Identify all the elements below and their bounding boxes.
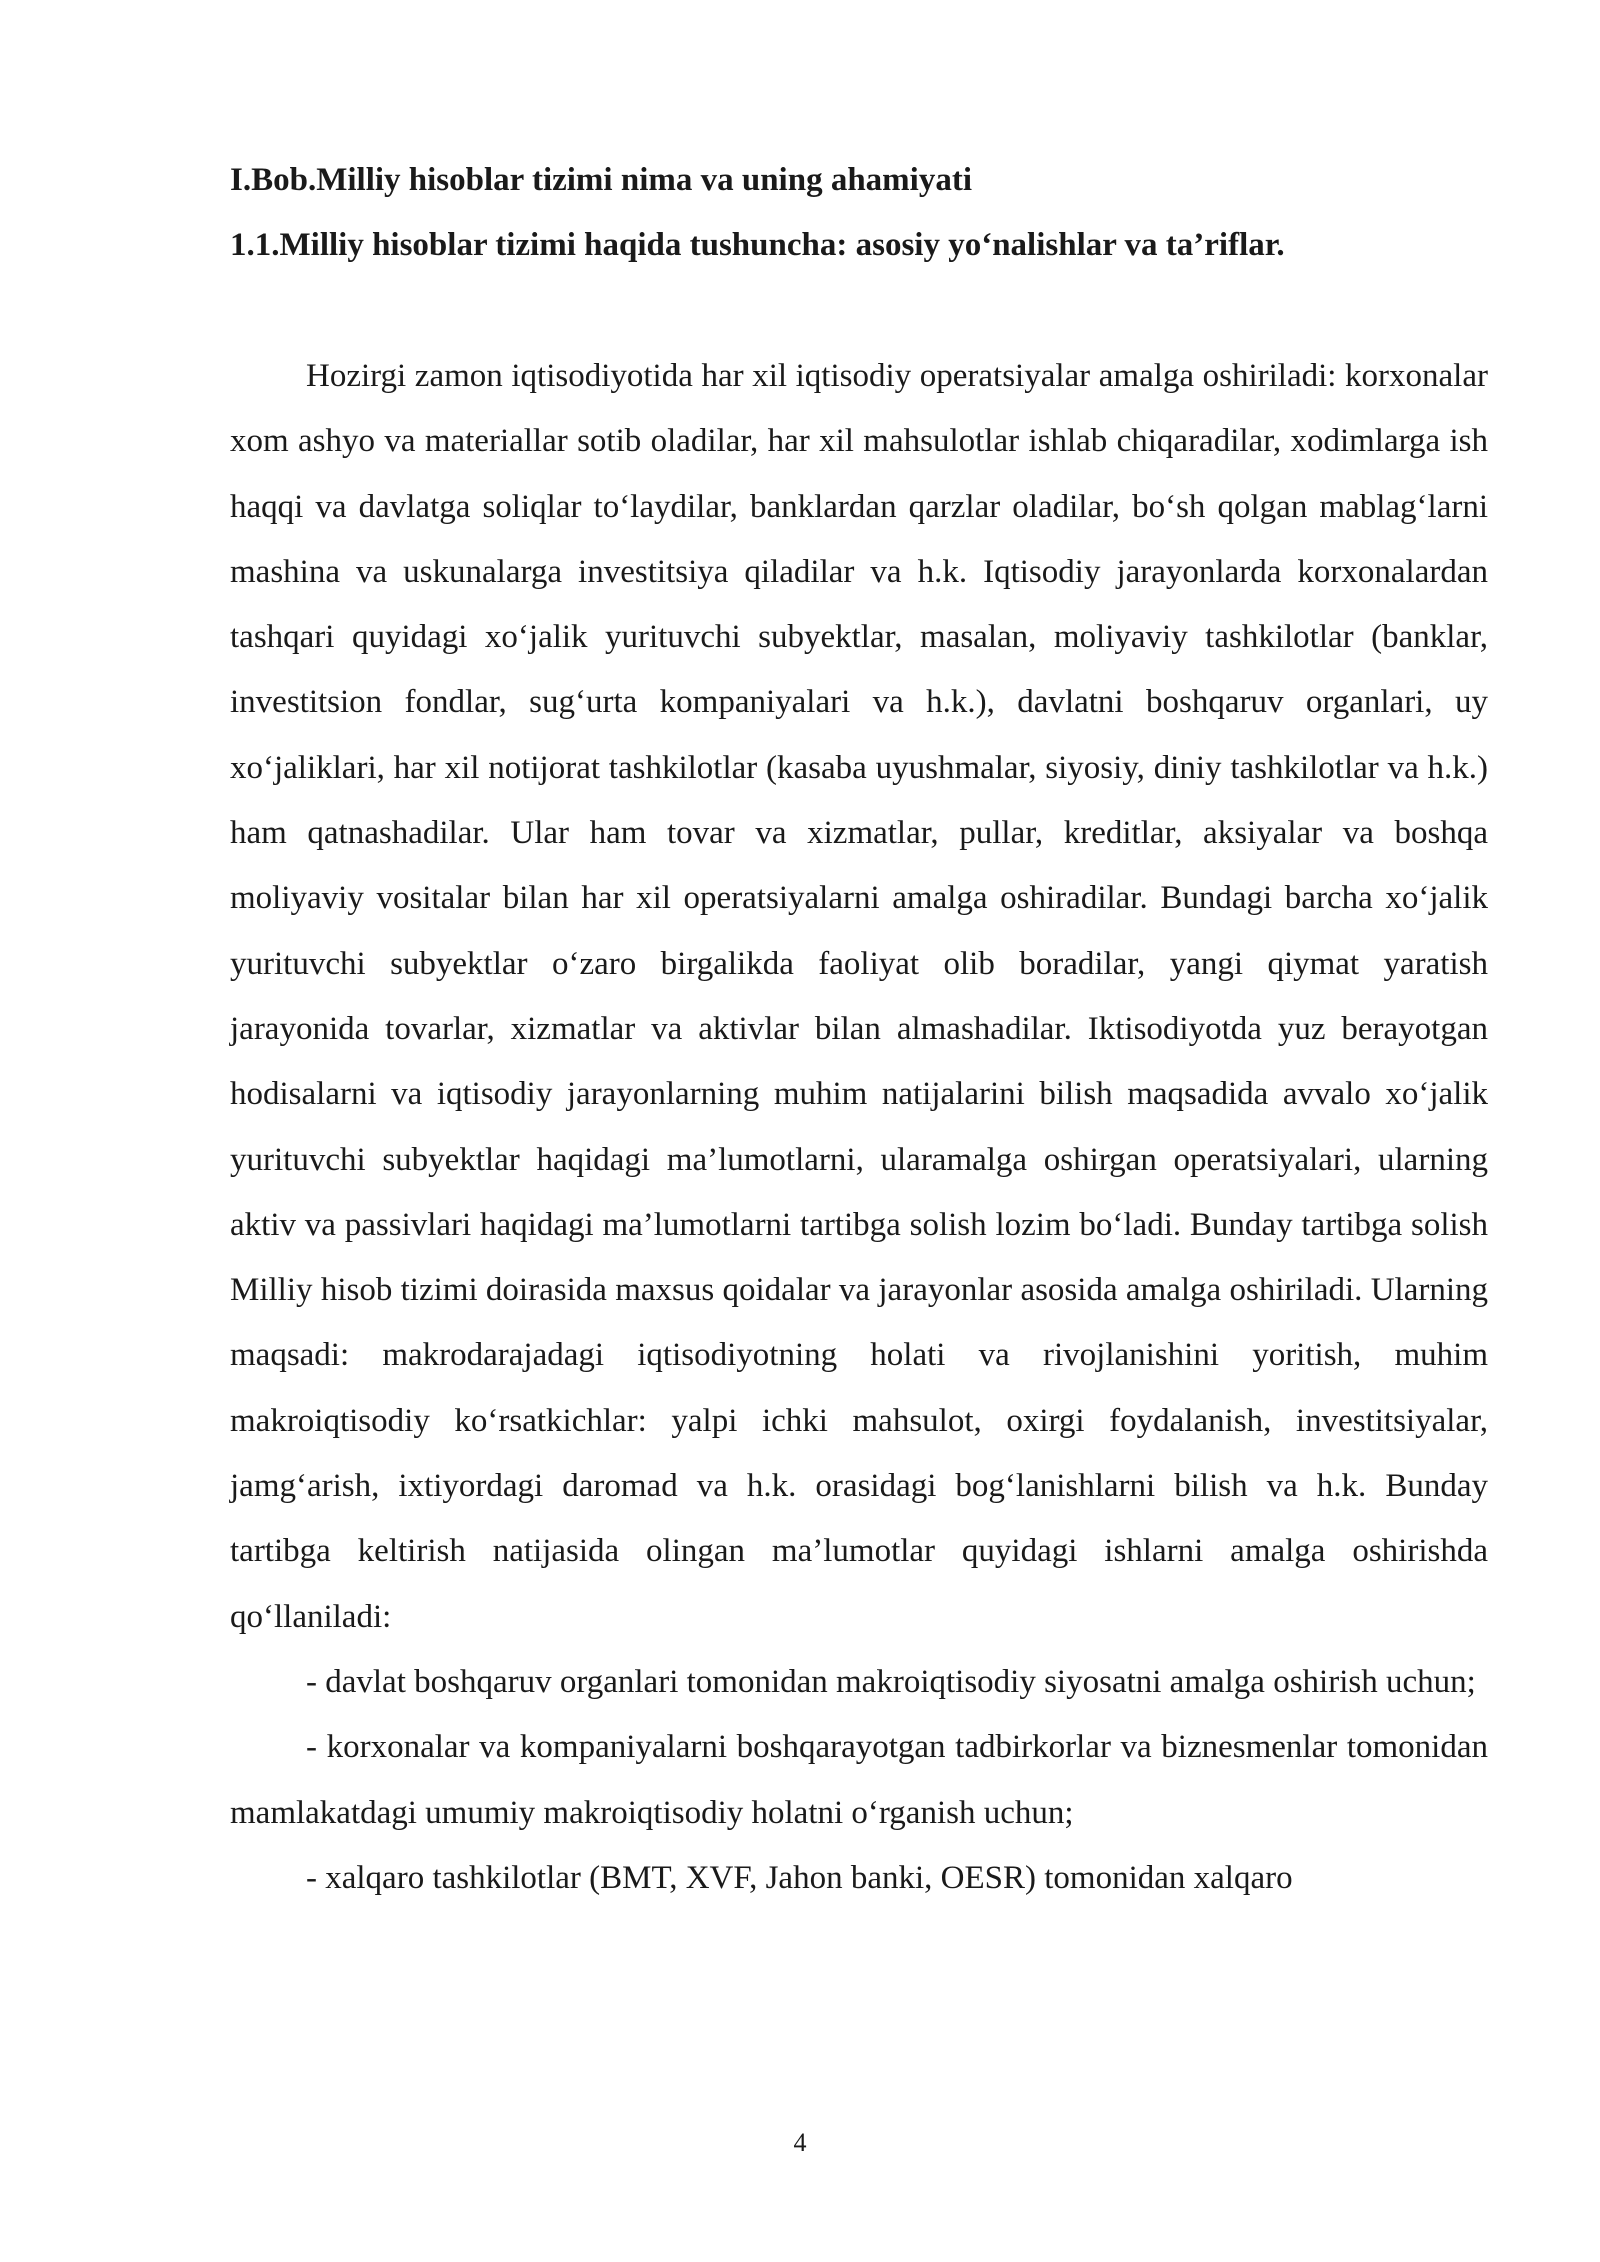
- chapter-title: I.Bob.Milliy hisoblar tizimi nima va uning ahamiyati: [230, 162, 973, 198]
- list-item-international-organizations: - xalqaro tashkilotlar (BMT, XVF, Jahon banki, OESR) tomonidan xalqaro: [306, 1859, 1293, 1896]
- list-item-government: - davlat boshqaruv organlari tomonidan makroiqtisodiy siyosatni amalga oshirish uchun;: [306, 1663, 1476, 1700]
- list-item-entrepreneurs: - korxonalar va kompaniyalarni boshqarayotgan tadbirkorlar va biznesmenlar tomonidan mamlakatdagi umumiy makroiqtisodiy holatni o‘rganish uchun;: [230, 1729, 1488, 1831]
- section-title: 1.1.Milliy hisoblar tizimi haqida tushuncha: asosiy yo‘nalishlar va ta’riflar.: [230, 227, 1285, 263]
- body-text: [230, 344, 1488, 1911]
- paragraph-intro: Hozirgi zamon iqtisodiyotida har xil iqtisodiy operatsiyalar amalga oshiriladi: korxonalar xom ashyo va materiallar sotib oladilar, har xil mahsulotlar ishlab chiqaradilar, xodimlarga ish haqqi va davlatga soliqlar to‘laydilar, banklardan qarzlar oladilar, bo‘sh qolgan mablag‘larni mashina va uskunalarga investitsiya qiladilar va h.k. Iqtisodiy jarayonlarda korxonalardan tashqari quyidagi xo‘jalik yurituvchi subyektlar, masalan, moliyaviy tashkilotlar (banklar, investitsion fondlar, sug‘urta kompaniyalari va h.k.), davlatni boshqaruv organlari, uy xo‘jaliklari, har xil notijorat tashkilotlar (kasaba uyushmalar, siyosiy, diniy tashkilotlar va h.k.) ham qatnashadilar. Ular ham tovar va xizmatlar, pullar, kreditlar, aksiyalar va boshqa moliyaviy vositalar bilan har xil operatsiyalarni amalga oshiradilar. Bundagi barcha xo‘jalik yurituvchi subyektlar o‘zaro birgalikda faoliyat olib boradilar, yangi qiymat yaratish jarayonida tovarlar, xizmatlar va aktivlar bilan almashadilar. Iktisodiyotda yuz berayotgan hodisalarni va iqtisodiy jarayonlarning muhim natijalarini bilish maqsadida avvalo xo‘jalik yurituvchi subyektlar haqidagi ma’lumotlarni, ularamalga oshirgan operatsiyalari, ularning aktiv va passivlari haqidagi ma’lumotlarni tartibga solish lozim bo‘ladi. Bunday tartibga solish Milliy hisob tizimi doirasida maxsus qoidalar va jarayonlar asosida amalga oshiriladi. Ularning maqsadi: makrodarajadagi iqtisodiyotning holati va rivojlanishini yoritish, muhim makroiqtisodiy ko‘rsatkichlar: yalpi ichki mahsulot, oxirgi foydalanish, investitsiyalar, jamg‘arish, ixtiyordagi daromad va h.k. orasidagi bog‘lanishlarni bilish va h.k. Bunday tartibga keltirish natijasida olingan ma’lumotlar quyidagi ishlarni amalga oshirishda qo‘llaniladi:: [230, 358, 1488, 1635]
- page-number: 4: [793, 2128, 807, 2157]
- page-content: [230, 148, 1488, 1911]
